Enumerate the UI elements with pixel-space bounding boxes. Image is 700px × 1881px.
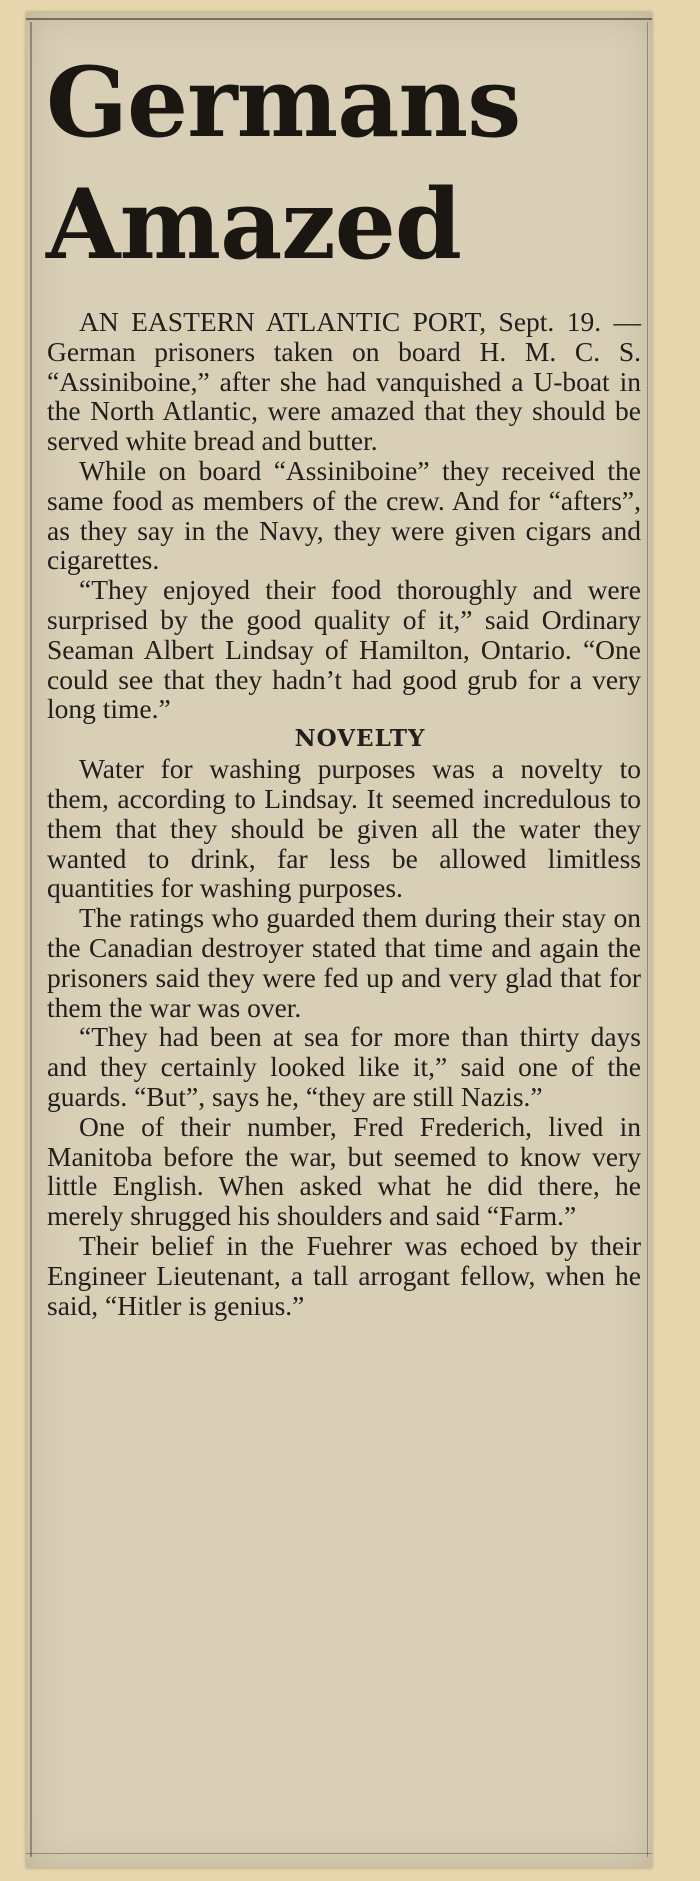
- headline-line-1: Germans: [46, 46, 521, 159]
- paragraph: The ratings who guarded them during their stay on the Canadian destroyer stated that time and again the prisoners said they were fed up and very glad that for them the war was over.: [47, 902, 641, 1023]
- headline-line-2: Amazed: [46, 168, 461, 281]
- paragraph: Their belief in the Fuehrer was echoed by their Engineer Lieutenant, a tall arrogant fellow, when he said, “Hitler is genius.”: [47, 1229, 641, 1321]
- top-border-rule: [26, 18, 652, 20]
- paragraph: One of their number, Fred Frederich, lived in Manitoba before the war, but seemed to know very little English. When asked what he did there, he merely shrugged his shoulders and said “Farm.”: [47, 1110, 641, 1232]
- paragraph: “They had been at sea for more than thirty days and they certainly looked like it,” said one of the guards. “But”, says he, “they are still Nazis.”: [47, 1021, 641, 1112]
- headline: [46, 42, 520, 286]
- newspaper-clipping: [26, 12, 652, 1868]
- paragraph: Water for washing purposes was a novelty to them, according to Lindsay. It seemed incredulous to them that they should be given all the water they wanted to drink, far less be allowed limitless quantities for washing purposes.: [47, 753, 641, 904]
- left-column-rule: [30, 22, 32, 1857]
- paragraph: “They enjoyed their food thoroughly and were surprised by the good quality of it,” said Ordinary Seaman Albert Lindsay of Hamilton, Ontario. “One could see that they hadn’t had good grub for a very long time.”: [47, 574, 641, 725]
- right-column-rule: [647, 22, 649, 1857]
- subhead: NOVELTY: [294, 725, 426, 753]
- paragraph: While on board “Assiniboine” they received the same food as members of the crew. And for “afters”, as they say in the Navy, they were given cigars and cigarettes.: [47, 454, 641, 576]
- paragraph-dateline: AN EASTERN ATLANTIC PORT, Sept. 19. — German prisoners taken on board H. M. C. S. “Assiniboine,” after she had vanquished a U-boat in the North Atlantic, were amazed that they should be served white bread and butter.: [47, 306, 641, 457]
- bottom-border-rule: [26, 1853, 652, 1855]
- article-body: [47, 307, 641, 1320]
